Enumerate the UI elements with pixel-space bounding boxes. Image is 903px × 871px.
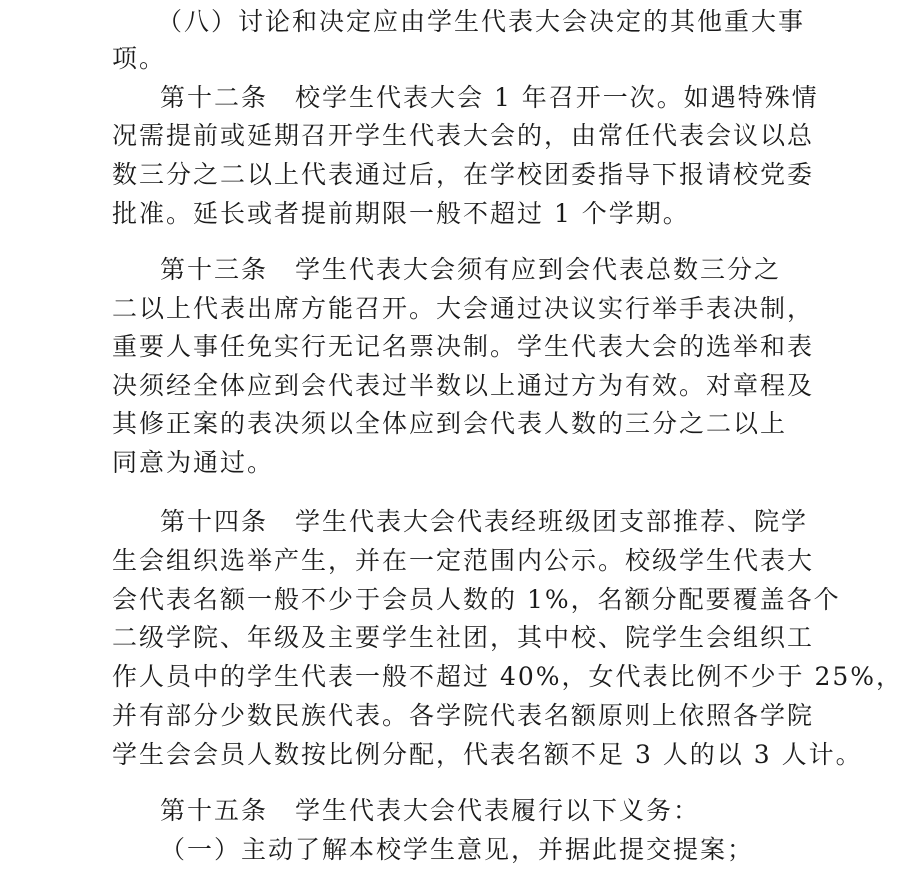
text-line: 学生会会员人数按比例分配，代表名额不足 3 人的以 3 人计。 xyxy=(112,740,863,769)
article-14-heading-line: 第十四条 学生代表大会代表经班级团支部推荐、院学 xyxy=(160,507,809,536)
article-15-heading-line: 第十五条 学生代表大会代表履行以下义务： xyxy=(160,796,701,825)
text-line: 况需提前或延期召开学生代表大会的，由常任代表会议以总 xyxy=(112,121,815,150)
text-line: 并有部分少数民族代表。各学院代表名额原则上依照各学院 xyxy=(112,701,815,730)
text-line: 决须经全体应到会代表过半数以上通过方为有效。对章程及 xyxy=(112,371,815,400)
text-line: （一）主动了解本校学生意见，并据此提交提案； xyxy=(160,835,755,864)
text-line: 重要人事任免实行无记名票决制。学生代表大会的选举和表 xyxy=(112,332,815,361)
text-line: 会代表名额一般不少于会员人数的 1%，名额分配要覆盖各个 xyxy=(112,585,841,614)
text-line: （八）讨论和决定应由学生代表大会决定的其他重大事 xyxy=(157,7,806,36)
text-line: 数三分之二以上代表通过后，在学校团委指导下报请校党委 xyxy=(112,160,815,189)
article-13-heading-line: 第十三条 学生代表大会须有应到会代表总数三分之 xyxy=(160,255,782,284)
text-line: 项。 xyxy=(112,44,167,73)
article-12-heading-line: 第十二条 校学生代表大会 1 年召开一次。如遇特殊情 xyxy=(160,83,819,112)
text-line: 作人员中的学生代表一般不超过 40%，女代表比例不少于 25%， xyxy=(112,662,903,691)
text-line: 同意为通过。 xyxy=(112,448,275,477)
text-line: 生会组织选举产生，并在一定范围内公示。校级学生代表大 xyxy=(112,546,815,575)
text-line: 批准。延长或者提前期限一般不超过 1 个学期。 xyxy=(112,199,690,228)
text-line: 二级学院、年级及主要学生社团，其中校、院学生会组织工 xyxy=(112,623,815,652)
text-line: 其修正案的表决须以全体应到会代表人数的三分之二以上 xyxy=(112,409,788,438)
text-line: 二以上代表出席方能召开。大会通过决议实行举手表决制， xyxy=(112,294,815,323)
